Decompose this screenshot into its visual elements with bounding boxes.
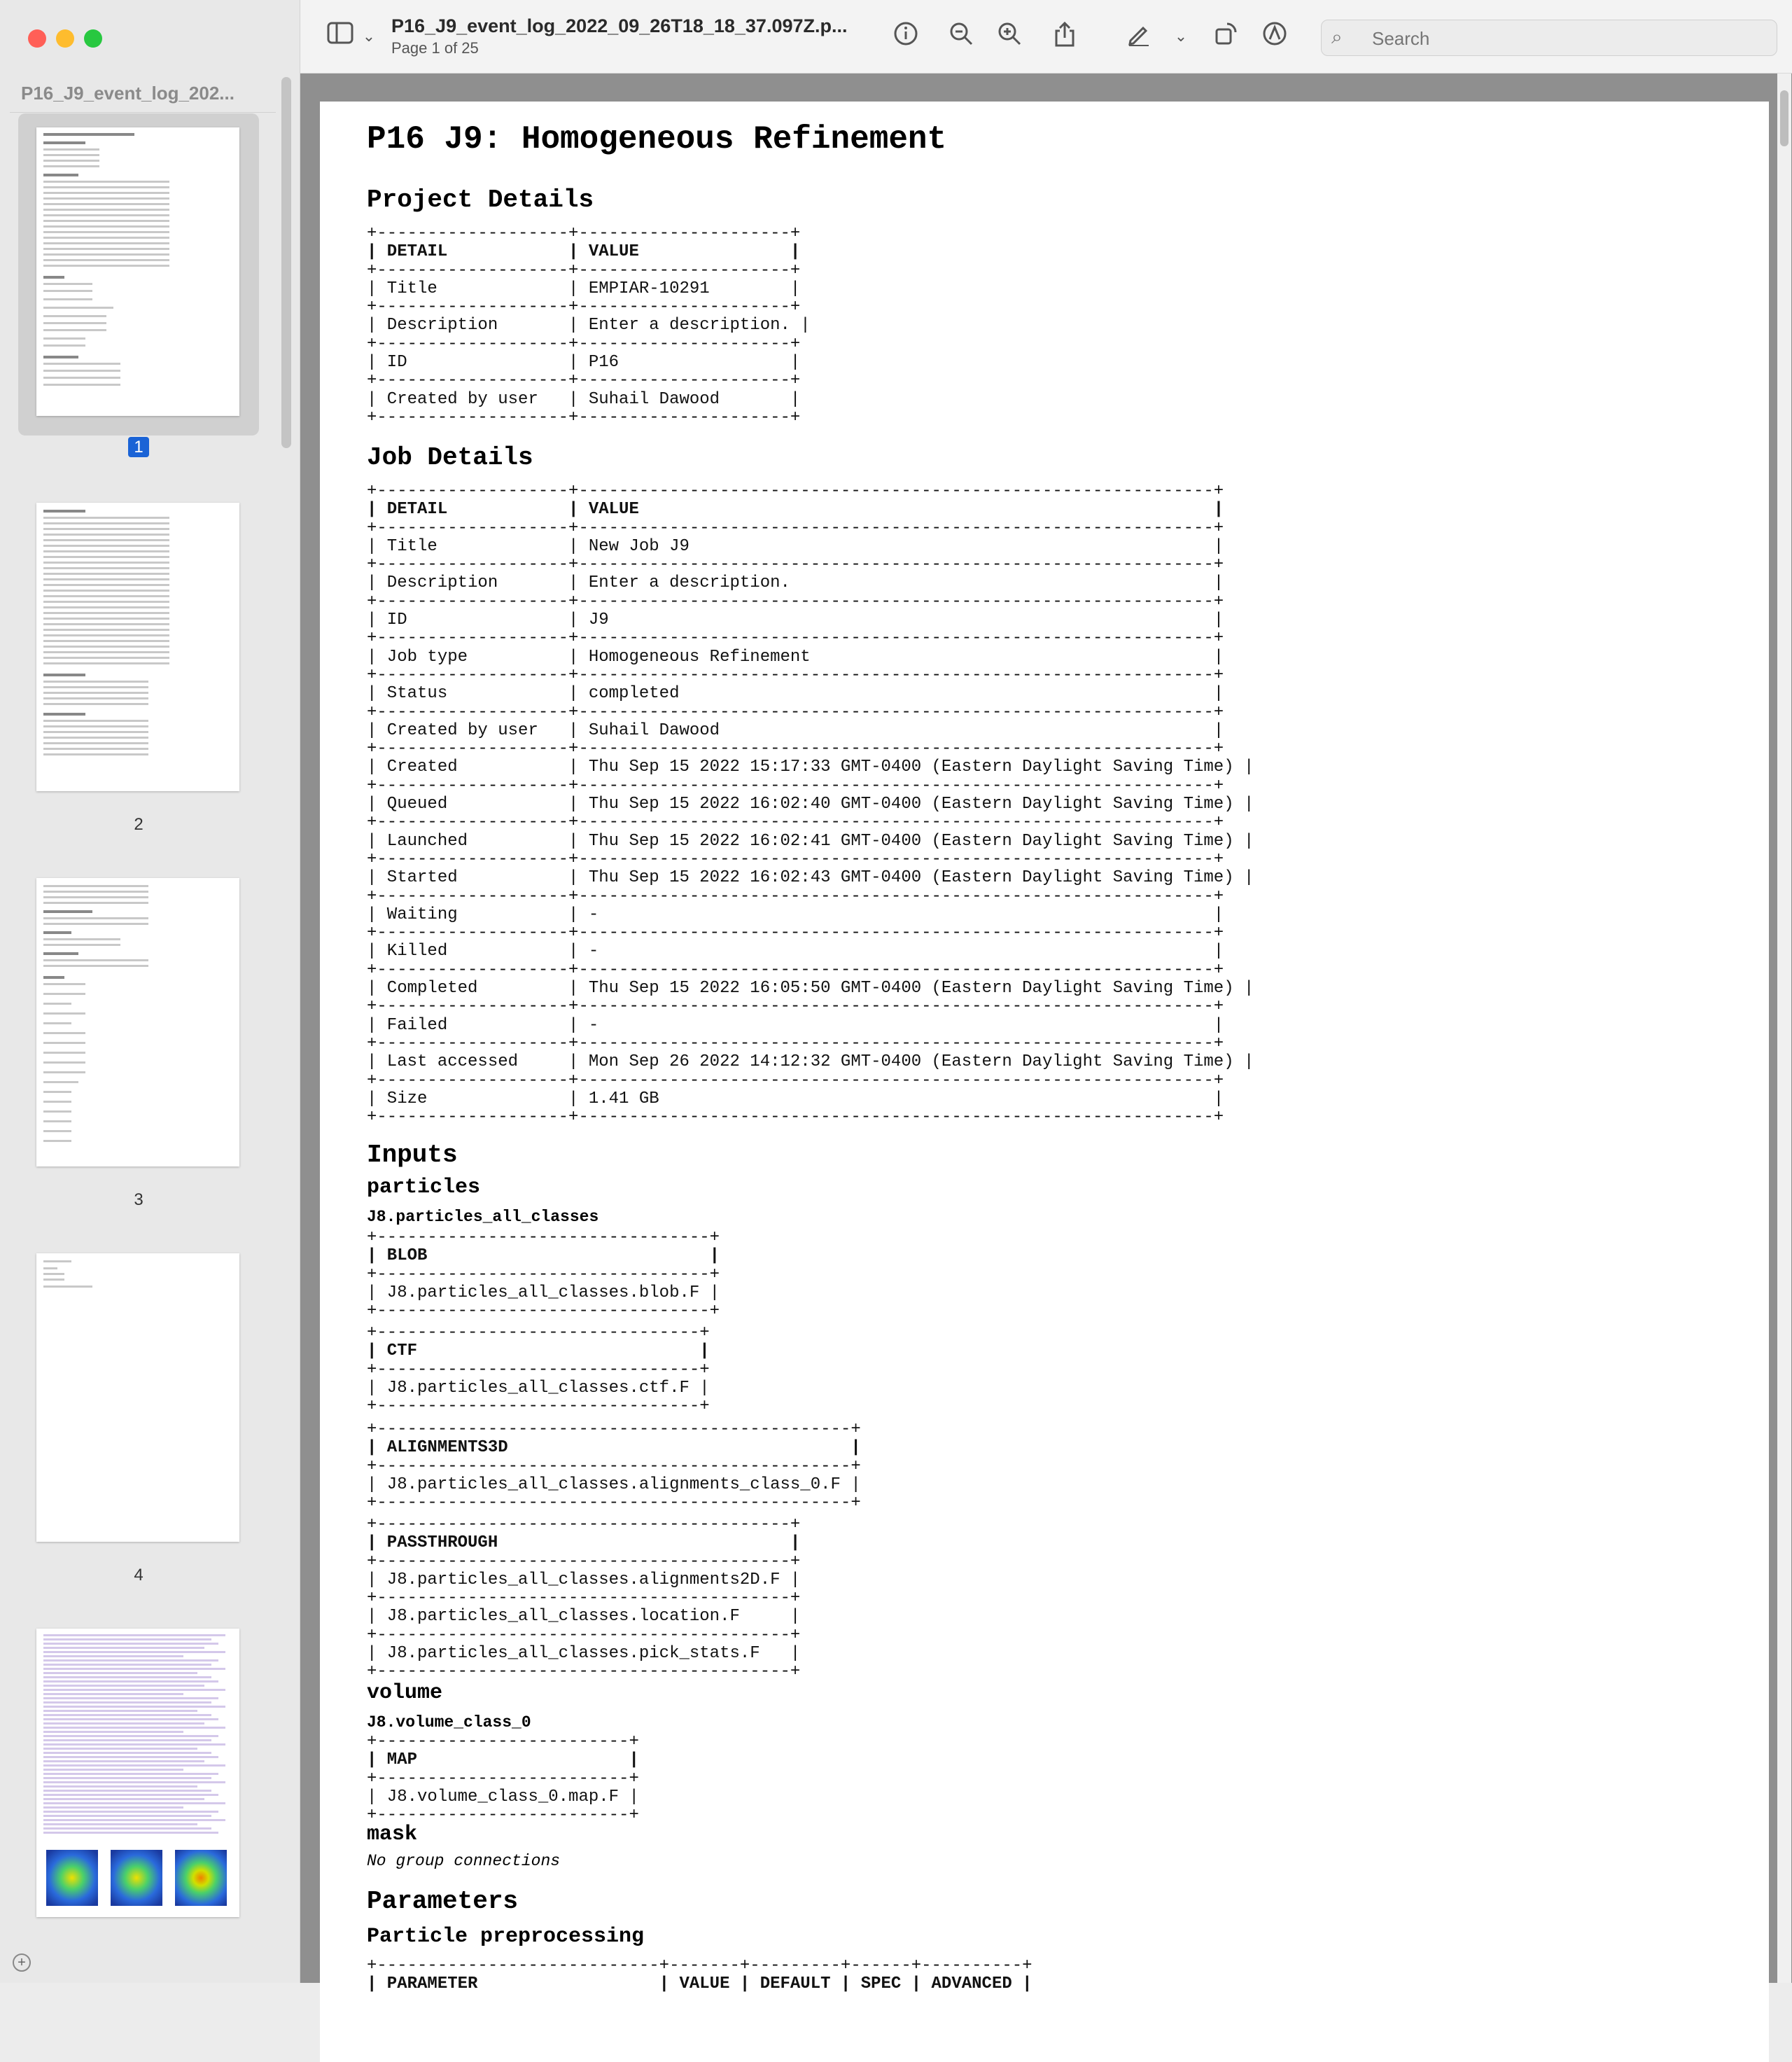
search-icon: ⌕ bbox=[1331, 26, 1343, 48]
share-icon[interactable] bbox=[1049, 21, 1080, 52]
markup-pen-icon[interactable] bbox=[1124, 21, 1154, 52]
sidebar-scrollbar[interactable] bbox=[281, 77, 291, 448]
vertical-scrollbar-thumb[interactable] bbox=[1780, 90, 1788, 146]
mask-note: No group connections bbox=[367, 1852, 561, 1870]
rotate-icon[interactable] bbox=[1210, 21, 1241, 52]
alignments3d-table: +-----------------------------------------------+ | ALIGNMENTS3D | +-----------------------------------------------+ | J8.particles_all_classes.alignments_class_0.F | +-----------------------------------------------+ bbox=[367, 1420, 861, 1513]
zoom-button[interactable] bbox=[84, 29, 102, 48]
map-table: +-------------------------+ | MAP | +-------------------------+ | J8.volume_class_0.map.F | +-------------------------+ bbox=[367, 1732, 639, 1825]
sidebar-divider bbox=[10, 112, 276, 113]
chevron-down-icon[interactable]: ⌄ bbox=[362, 27, 376, 45]
zoom-in-icon[interactable] bbox=[994, 21, 1025, 52]
page-thumbnail-label-3: 3 bbox=[134, 1190, 144, 1209]
blob-table: +---------------------------------+ | BLOB | +---------------------------------+ | J8.particles_all_classes.blob.F | +---------------------------------+ bbox=[367, 1228, 720, 1321]
sidebar-file-title: P16_J9_event_log_202... bbox=[21, 83, 234, 104]
job-details-table: +-------------------+---------------------------------------------------------------+ | DETAIL | VALUE | +-------------------+---------------------------------------------------------------+ | Title | New Job J9 | +-------------------+---------------------------------------------------------------+ | Description | Enter a description. | +-------------------+---------------------------------------------------------------+ | ID | J9 | +-------------------+---------------------------------------------------------------+ | Job type | Homogeneous Refinement | +-------------------+---------------------------------------------------------------+ | Status | completed | +-------------------+---------------------------------------------------------------+ | Created by user | Suhail Dawood | +-------------------+---------------------------------------------------------------+ | Created | Thu Sep 15 2022 15:17:33 GMT-0400 (Eastern Daylight Saving Time) | +-------------------+---------------------------------------------------------------+ | Queued | Thu Sep 15 2022 16:02:40 GMT-0400 (Eastern Daylight Saving Time) | +-------------------+---------------------------------------------------------------+ | Launched | Thu Sep 15 2022 16:02:41 GMT-0400 (Eastern Daylight Saving Time) | +-------------------+---------------------------------------------------------------+ | Started | Thu Sep 15 2022 16:02:43 GMT-0400 (Eastern Daylight Saving Time) | +-------------------+---------------------------------------------------------------+ | Waiting | - | +-------------------+---------------------------------------------------------------+ | Killed | - | +-------------------+---------------------------------------------------------------+ | Completed | Thu Sep 15 2022 16:05:50 GMT-0400 (Eastern Daylight Saving Time) | +-------------------+---------------------------------------------------------------+ | Failed | - | +-------------------+---------------------------------------------------------------+ | Last accessed | Mon Sep 26 2022 14:12:32 GMT-0400 (Eastern Daylight Saving Time) | +-------------------+---------------------------------------------------------------+ | Size | 1.41 GB | +-------------------+---------------------------------------------------------------+ bbox=[367, 482, 1254, 1127]
document-viewer[interactable] bbox=[300, 74, 1792, 1994]
page-thumbnail-label-1: 1 bbox=[18, 438, 259, 457]
page-thumbnail-label-2: 2 bbox=[134, 815, 144, 834]
page-thumbnail-label-4: 4 bbox=[134, 1566, 144, 1584]
toolbar bbox=[300, 0, 1792, 74]
volume-slice-image-2 bbox=[111, 1850, 162, 1906]
search-field[interactable] bbox=[1321, 20, 1777, 56]
pdf-page bbox=[320, 102, 1769, 2062]
volume-source: J8.volume_class_0 bbox=[367, 1713, 531, 1732]
chevron-down-icon[interactable]: ⌄ bbox=[1174, 27, 1188, 45]
inputs-heading: Inputs bbox=[367, 1141, 458, 1169]
volume-slice-image-3 bbox=[175, 1850, 227, 1906]
ctf-table: +--------------------------------+ | CTF | +--------------------------------+ | J8.particles_all_classes.ctf.F | +--------------------------------+ bbox=[367, 1323, 710, 1416]
annotate-icon[interactable] bbox=[1259, 21, 1290, 52]
document-title: P16_J9_event_log_2022_09_26T18_18_37.097Z.p... bbox=[391, 15, 848, 36]
particle-preprocessing-heading: Particle preprocessing bbox=[367, 1925, 645, 1949]
search-input[interactable] bbox=[1371, 25, 1765, 53]
page-thumbnail-5[interactable] bbox=[36, 1629, 239, 1917]
zoom-out-icon[interactable] bbox=[946, 21, 976, 52]
page-thumbnail-1[interactable] bbox=[36, 127, 239, 416]
volume-slice-image-1 bbox=[46, 1850, 98, 1906]
parameters-heading: Parameters bbox=[367, 1887, 519, 1916]
passthrough-table: +-----------------------------------------+ | PASSTHROUGH | +-----------------------------------------+ | J8.particles_all_classes.alignments2D.F | +-----------------------------------------+ | J8.particles_all_classes.location.F | +-----------------------------------------+ | J8.particles_all_classes.pick_stats.F | +-----------------------------------------+ bbox=[367, 1515, 801, 1682]
job-details-heading: Job Details bbox=[367, 443, 533, 472]
particles-heading: particles bbox=[367, 1176, 481, 1199]
page-thumbnail-3[interactable] bbox=[36, 878, 239, 1166]
volume-heading: volume bbox=[367, 1681, 443, 1705]
page-heading: P16 J9: Homogeneous Refinement bbox=[367, 121, 947, 158]
vertical-scrollbar[interactable] bbox=[1777, 74, 1791, 1983]
add-icon[interactable]: + bbox=[13, 1953, 31, 1972]
mask-heading: mask bbox=[367, 1823, 418, 1846]
page-status: Page 1 of 25 bbox=[391, 39, 479, 57]
project-details-heading: Project Details bbox=[367, 186, 594, 214]
close-button[interactable] bbox=[28, 29, 46, 48]
minimize-button[interactable] bbox=[56, 29, 74, 48]
parameters-table: +----------------------------+-------+---------+------+----------+ | PARAMETER | VALUE | DEFAULT | SPEC | ADVANCED | bbox=[367, 1956, 1032, 1994]
page-thumbnail-4[interactable] bbox=[36, 1253, 239, 1542]
project-details-table: +-------------------+---------------------+ | DETAIL | VALUE | +-------------------+---------------------+ | Title | EMPIAR-10291 | +-------------------+---------------------+ | Description | Enter a description. | +-------------------+---------------------+ | ID | P16 | +-------------------+---------------------+ | Created by user | Suhail Dawood | +-------------------+---------------------+ bbox=[367, 224, 811, 427]
page-thumbnail-2[interactable] bbox=[36, 503, 239, 791]
sidebar-toggle-icon[interactable] bbox=[326, 21, 356, 52]
thumbnail-sidebar bbox=[0, 0, 300, 1983]
particles-source: J8.particles_all_classes bbox=[367, 1208, 599, 1226]
info-icon[interactable] bbox=[890, 21, 921, 52]
